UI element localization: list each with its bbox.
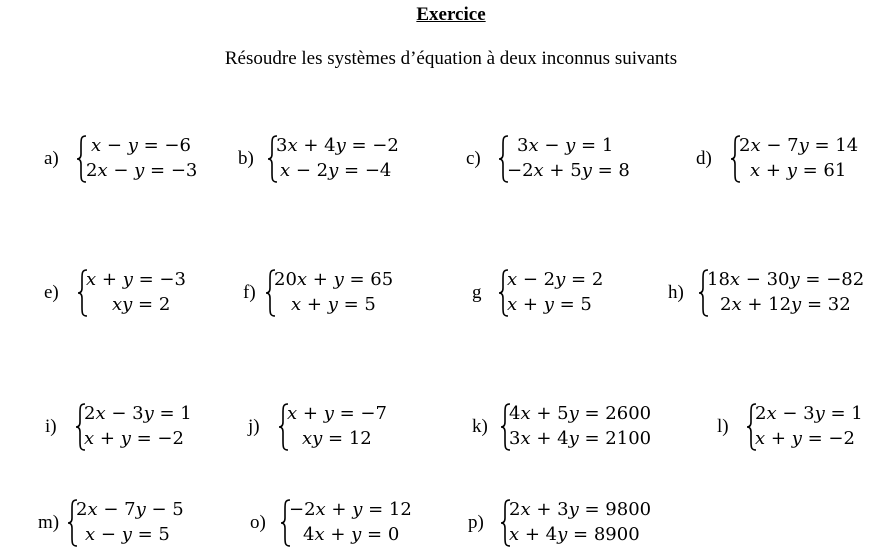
equations xyxy=(707,267,864,317)
equations xyxy=(287,401,387,451)
system-label: j) xyxy=(248,416,260,437)
equation-line-1: 2x − 7y − 5 xyxy=(76,499,184,520)
equation-line-2: x − y = 5 xyxy=(85,524,170,545)
equation-line-2: x + y = 5 xyxy=(291,294,376,315)
equations xyxy=(76,497,184,547)
equation-line-2: xy = 12 xyxy=(302,428,372,449)
system-label: c) xyxy=(466,148,481,169)
system-label: f) xyxy=(243,282,256,303)
equations xyxy=(274,267,393,317)
system-label: o) xyxy=(250,512,266,533)
system-label: b) xyxy=(238,148,254,169)
equations xyxy=(739,133,858,183)
equation-line-1: x − 2y = 2 xyxy=(507,269,604,290)
system-label: i) xyxy=(45,416,57,437)
equation-line-1: 2x + 3y = 9800 xyxy=(509,499,652,520)
system-label: h) xyxy=(668,282,684,303)
equation-line-1: 4x + 5y = 2600 xyxy=(509,403,652,424)
system-label: p) xyxy=(468,512,484,533)
equation-line-2: 2x − y = −3 xyxy=(86,160,198,181)
equation-line-2: 2x + 12y = 32 xyxy=(720,294,851,315)
equation-line-2: x + y = 61 xyxy=(750,160,847,181)
system-label: k) xyxy=(472,416,488,437)
system-label: d) xyxy=(696,148,712,169)
equation-line-2: x + 4y = 8900 xyxy=(509,524,640,545)
equation-line-2: 4x + y = 0 xyxy=(303,524,400,545)
equation-line-2: x − 2y = −4 xyxy=(280,160,392,181)
equation-line-2: x + y = 5 xyxy=(507,294,592,315)
equation-line-2: 3x + 4y = 2100 xyxy=(509,428,652,449)
equations xyxy=(509,497,651,547)
equation-line-2: −2x + 5y = 8 xyxy=(507,160,630,181)
equations xyxy=(84,401,192,451)
equation-line-1: 20x + y = 65 xyxy=(274,269,394,290)
equation-line-1: 3x + 4y = −2 xyxy=(276,135,399,156)
equation-line-1: 2x − 3y = 1 xyxy=(755,403,863,424)
equation-line-1: 18x − 30y = −82 xyxy=(707,269,865,290)
system-label: g xyxy=(472,282,482,303)
exercise-title: Exercice xyxy=(416,4,486,25)
equations xyxy=(276,133,399,183)
equations xyxy=(509,401,651,451)
equations xyxy=(507,133,630,183)
equations xyxy=(86,133,197,183)
equations xyxy=(86,267,186,317)
equations xyxy=(507,267,603,317)
equation-line-1: 2x − 7y = 14 xyxy=(739,135,859,156)
equation-line-2: x + y = −2 xyxy=(84,428,184,449)
equation-line-1: 2x − 3y = 1 xyxy=(84,403,192,424)
system-label: m) xyxy=(38,512,60,533)
system-label: l) xyxy=(717,416,729,437)
equation-line-2: x + y = −2 xyxy=(755,428,855,449)
exercise-instruction: Résoudre les systèmes d’équation à deux inconnus suivants xyxy=(224,48,678,69)
equation-line-1: x + y = −7 xyxy=(287,403,387,424)
equation-line-1: −2x + y = 12 xyxy=(289,499,412,520)
equations xyxy=(755,401,863,451)
equation-line-1: 3x − y = 1 xyxy=(517,135,614,156)
system-label: a) xyxy=(44,148,59,169)
equation-line-2: xy = 2 xyxy=(112,294,171,315)
equation-line-1: x − y = −6 xyxy=(91,135,191,156)
equations xyxy=(289,497,412,547)
system-label: e) xyxy=(44,282,59,303)
equation-line-1: x + y = −3 xyxy=(86,269,186,290)
